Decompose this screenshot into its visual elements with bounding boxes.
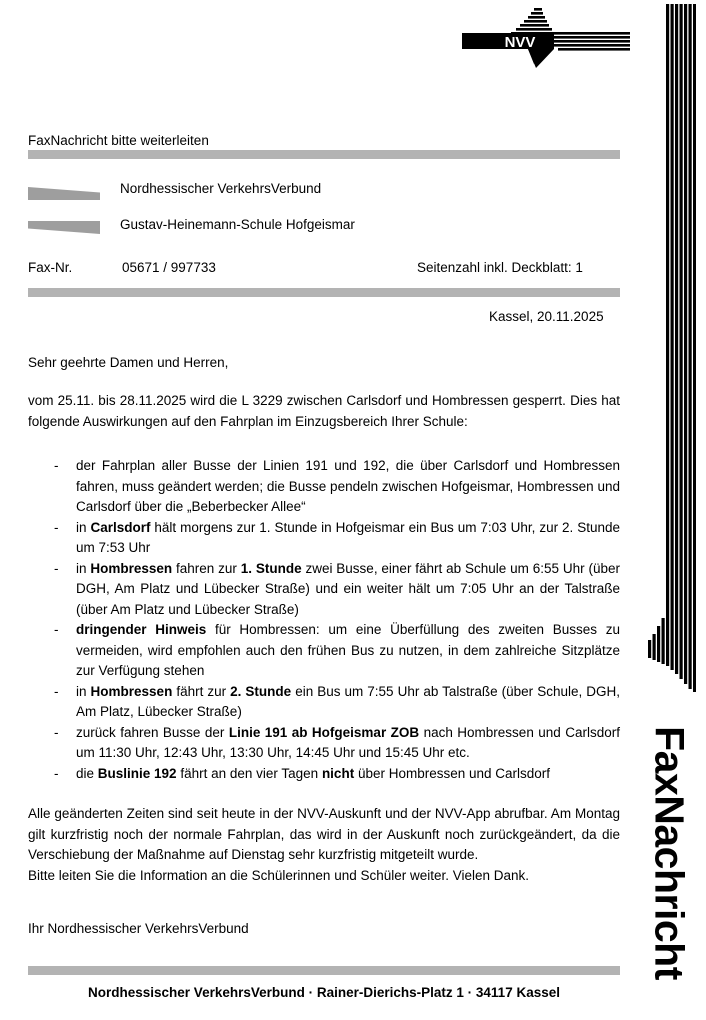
list-bullet-marker: - xyxy=(54,458,59,473)
list-item xyxy=(54,456,620,518)
closing-text-line2: Bitte leiten Sie die Information an die Schülerinnen und Schüler weiter. Vielen Dank. xyxy=(28,867,530,883)
changes-list xyxy=(54,456,620,784)
footer-address: Nordhessischer VerkehrsVerbund · Rainer-Dierichs-Platz 1 · 34117 Kassel xyxy=(88,985,560,1000)
list-item xyxy=(54,764,620,785)
recipient-label: Gustav-Heinemann-Schule Hofgeismar xyxy=(120,217,355,232)
list-bullet-marker: - xyxy=(54,683,59,699)
list-item xyxy=(54,620,620,682)
intro-paragraph: vom 25.11. bis 28.11.2025 wird die L 3229 zwischen Carlsdorf und Hombressen gesperrt. Dies hat folgende Auswirkungen auf den Fahrplan im Einzugsbereich Ihrer Schule: xyxy=(28,393,620,429)
vertical-stripe-decoration xyxy=(648,4,696,692)
list-bullet-marker: - xyxy=(54,622,59,638)
list-bullet-marker: - xyxy=(54,519,59,535)
list-item xyxy=(54,723,620,764)
divider-rule-footer xyxy=(28,966,620,975)
divider-rule-middle xyxy=(28,288,620,297)
list-item-text-rueckfahrt-linie-191: zurück fahren Busse der Linie 191 ab Hofgeismar ZOB nach Hombressen und Carlsdorf um 11:30 Uhr, 12:43 Uhr, 13:30 Uhr, 14:45 Uhr und 15:45 Uhr etc. xyxy=(76,724,620,761)
place-and-date: Kassel, 20.11.2025 xyxy=(489,309,604,324)
divider-rule-top xyxy=(28,150,620,159)
list-item-text-hombressen-2-stunde: in Hombressen fährt zur 2. Stunde ein Bus um 7:55 Uhr ab Talstraße (über Schule, DGH, Am Platz, Lübecker Straße) xyxy=(76,683,620,720)
list-bullet-marker: - xyxy=(54,724,59,740)
arrow-left-icon xyxy=(28,185,100,200)
list-item xyxy=(54,518,620,559)
arrow-right-icon xyxy=(28,221,100,236)
list-bullet-marker: - xyxy=(54,560,59,576)
signoff: Ihr Nordhessischer VerkehrsVerbund xyxy=(28,921,249,936)
list-item-text-dringender-hinweis: dringender Hinweis für Hombressen: um eine Überfüllung des zweiten Busses zu vermeiden, wird empfohlen auch den frühen Bus zu nutzen, in dem zahlreiche Sitzplätze zur Verfügung stehen xyxy=(76,622,620,679)
list-item-text-carlsdorf: in Carlsdorf hält morgens zur 1. Stunde in Hofgeismar ein Bus um 7:03 Uhr, zur 2. Stunde um 7:53 Uhr xyxy=(76,519,620,556)
list-item-text-hombressen-1-stunde: in Hombressen fahren zur 1. Stunde zwei Busse, einer fährt ab Schule um 6:55 Uhr (über DGH, Am Platz und Lübecker Straße) und ein weiter hält um 7:05 Uhr an der Talstraße (über Am Platz und Lübecker Straße) xyxy=(76,560,620,617)
forward-note: FaxNachricht bitte weiterleiten xyxy=(28,133,209,148)
list-bullet-marker: - xyxy=(54,765,59,781)
fax-number-value: 05671 / 997733 xyxy=(122,260,216,275)
fax-number-label: Fax-Nr. xyxy=(28,260,73,275)
list-item-text-buslinie-192: die Buslinie 192 fährt an den vier Tagen nicht über Hombressen und Carlsdorf xyxy=(76,765,551,781)
list-item xyxy=(54,559,620,621)
page-count-label: Seitenzahl inkl. Deckblatt: 1 xyxy=(417,260,583,275)
sender-label: Nordhessischer VerkehrsVerbund xyxy=(120,181,322,196)
salutation: Sehr geehrte Damen und Herren, xyxy=(28,355,229,370)
svg-text:NVV: NVV xyxy=(504,34,536,51)
list-item-text-fahrplan-linien: der Fahrplan aller Busse der Linien 191 und 192, die über Carlsdorf und Hombressen fahren, muss geändert werden; die Busse pendeln zwischen Hofgeismar, Hombressen und Carlsdorf über die „Beberbecker Allee“ xyxy=(76,458,620,515)
closing-paragraph xyxy=(28,804,620,886)
list-item xyxy=(54,682,620,723)
nvv-logo xyxy=(462,6,630,68)
closing-text: Alle geänderten Zeiten sind seit heute in der NVV-Auskunft und der NVV-App abrufbar. Am Montag gilt kurzfristig noch der normale Fahrplan, das wird in der Auskunft noch zurückgeändert, da die Verschiebung der Maßnahme auf Dienstag sehr kurzfristig mitgeteilt wurde. xyxy=(28,806,620,863)
fax-nachricht-vertical-wordmark xyxy=(634,690,704,1016)
fax-nachricht-vertical-label: FaxNachricht xyxy=(646,726,693,980)
